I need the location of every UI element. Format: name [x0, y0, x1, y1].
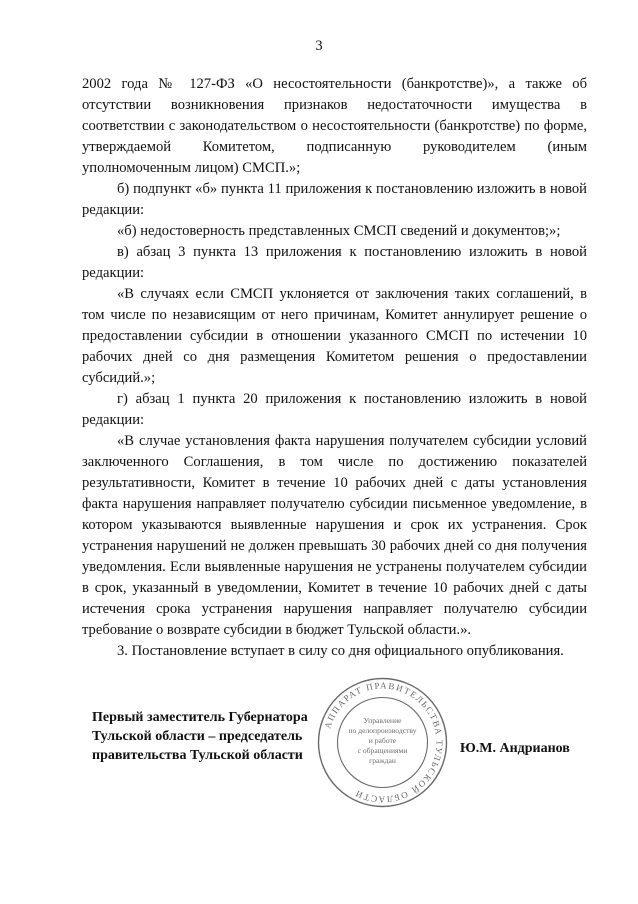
signatory-position-line: Тульской области – председатель [92, 729, 303, 744]
paragraph-8: 3. Постановление вступает в силу со дня официального опубликования. [117, 643, 564, 659]
stamp-inner-line: граждан [369, 756, 396, 765]
page-number: 3 [315, 38, 323, 54]
paragraph-6: г) абзац 1 пункта 20 приложения к постановлению изложить в новой редакции: [82, 391, 587, 428]
paragraph-2: б) подпункт «б» пункта 11 приложения к постановлению изложить в новой редакции: [82, 181, 587, 218]
signatory-position [92, 708, 332, 765]
signatory-position-line: правительства Тульской области [92, 748, 303, 763]
stamp-inner-line: Управление [363, 716, 402, 725]
stamp-inner-line: по делопроизводству [348, 726, 417, 735]
document-body [82, 74, 587, 662]
official-stamp [315, 675, 450, 810]
paragraph-5: «В случаях если СМСП уклоняется от заключения таких соглашений, в том числе по независящим от него причинам, Комитет аннулирует решение о предоставлении субсидии в отношении указанного СМСП по истечении 10 рабочих дней со дня размещения Комитетом решения о предоставлении субсидий.»; [82, 286, 587, 386]
stamp-inner-line: и работе [368, 736, 397, 745]
signatory-position-line: Первый заместитель Губернатора [92, 710, 308, 725]
paragraph-3: «б) недостоверность представленных СМСП сведений и документов;»; [117, 223, 561, 239]
stamp-ring-text: АППАРАТ ПРАВИТЕЛЬСТВА ТУЛЬСКОЙ ОБЛАСТИ [322, 680, 445, 805]
paragraph-1: 2002 года № 127-ФЗ «О несостоятельности (банкротстве)», а также об отсутствии возникновения признаков недостаточности имущества в соответствии с законодательством о несостоятельности (банкротстве) по форме, утверждаемой Комитетом, подписанную руководителем (иным уполномоченным лицом) СМСП.»; [82, 76, 587, 176]
paragraph-4: в) абзац 3 пункта 13 приложения к постановлению изложить в новой редакции: [82, 244, 587, 281]
stamp-inner-line: с обращениями [357, 746, 408, 755]
signatory-name: Ю.М. Андрианов [460, 741, 570, 756]
paragraph-7: «В случае установления факта нарушения получателем субсидии условий заключенного Соглашения, в том числе по достижению показателей результативности, Комитет в течение 10 рабочих дней с даты установления факта нарушения направляет получателю субсидии письменное уведомление, в котором указываются выявленные нарушения и срок их устранения. Срок устранения нарушений не должен превышать 30 рабочих дней со дня получения уведомления. Если выявленные нарушения не устранены получателем субсидии в срок, указанный в уведомлении, Комитет в течение 10 рабочих дней с даты истечения срока устранения нарушения направляет получателю субсидии требование о возврате субсидии в бюджет Тульской области.». [82, 433, 587, 638]
